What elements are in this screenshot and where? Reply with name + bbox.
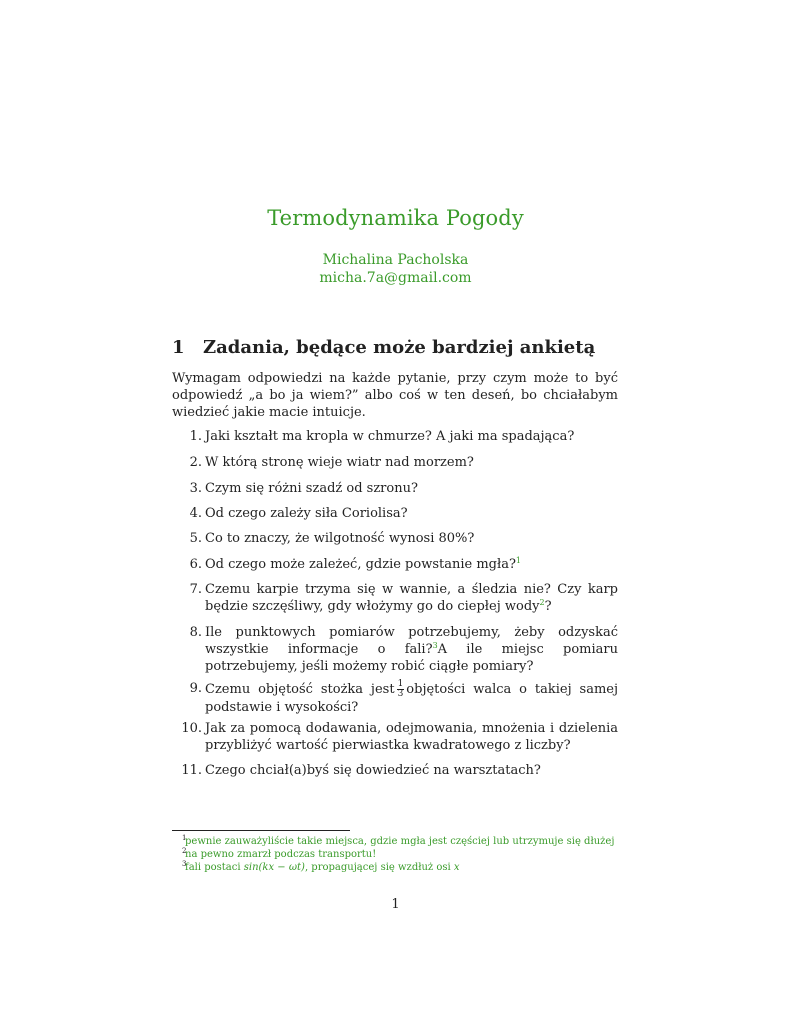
intro-paragraph: Wymagam odpowiedzi na każde pytanie, przy czym może to być odpowiedź „a bo ja wiem?” albo coś w ten deseń, bo chciałabym wiedzieć jakie macie intuicje. [172,371,618,420]
item-text: Jak za pomocą dodawania, odejmowania, mnożenia i dzielenia przybliżyć wartość pierwiastka kwadratowego z liczby? [205,721,618,753]
item-text: Czemu objętość stożka jest [205,682,395,697]
author-email[interactable]: micha.7a@gmail.com [319,270,472,286]
item-text: Od czego zależy siła Coriolisa? [205,506,408,521]
author-name: Michalina Pacholska [322,252,469,268]
footnote-text-part: , propagującej się wzdłuż osi [304,862,454,873]
section-title: Zadania, będące może bardziej ankietą [203,337,596,358]
item-text-end: A ile miejsc pomiaru potrzebujemy, jeśli możemy robić ciągłe pomiary? [205,642,618,674]
section-heading [172,337,595,358]
item-text: Od czego może zależeć, gdzie powstanie mgła? [205,557,516,572]
item-number: 7. [189,582,202,597]
item-number: 4. [189,506,202,521]
footnote-math: sin(kx − ωt) [243,862,305,873]
footnote [182,834,625,848]
footnote-link[interactable]: 1 [515,556,522,565]
footnotes [182,834,625,874]
footnote-text[interactable] [185,862,460,873]
footnote-text[interactable]: na pewno zmarzł podczas transportu! [185,849,377,860]
item-number: 10. [181,721,202,736]
item-text: Ile punktowych pomiarów potrzebujemy, żeby odzyskać wszystkie informacje o fali? [205,625,618,657]
section-number: 1 [172,337,185,358]
item-text: W którą stronę wieje wiatr nad morzem? [205,455,474,470]
item-number: 2. [189,455,202,470]
item-text: Czego chciał(a)byś się dowiedzieć na warsztatach? [205,763,541,778]
item-text: Czemu karpie trzyma się w wannie, a śledzia nie? Czy karp będzie szczęśliwy, gdy włożymy go do ciepłej wody [205,582,618,614]
footnote [182,860,625,874]
fraction [397,680,405,699]
item-number: 11. [181,763,202,778]
footnote-link[interactable]: 3 [432,641,438,650]
fraction-numerator: 1 [397,679,404,689]
item-text: Co to znaczy, że wilgotność wynosi 80%? [205,531,475,546]
item-text: Czym się różni szadź od szronu? [205,481,418,496]
footnote-mark: 1 [182,834,187,842]
footnote-link[interactable]: 2 [539,598,545,607]
item-number: 6. [189,557,202,572]
item-number: 5. [189,531,202,546]
footnote-text[interactable]: pewnie zauważyliście takie miejsca, gdzie mgła jest częściej lub utrzymuje się dłużej [185,836,615,847]
document-title: Termodynamika Pogody [267,206,524,230]
footnote-mark: 2 [182,847,187,855]
footnote-variable: x [453,862,460,873]
item-text: Jaki kształt ma kropla w chmurze? A jaki ma spadająca? [205,429,575,444]
page-number: 1 [391,897,400,912]
item-number: 8. [189,625,202,640]
item-number: 9. [189,681,202,696]
item-text-end: objętości walca o takiej samej podstawie i wysokości? [205,682,618,715]
footnote [182,847,625,861]
fraction-denominator: 3 [397,689,404,699]
footnote-rule [172,830,350,831]
item-number: 3. [189,481,202,496]
item-number: 1. [189,429,202,444]
footnote-mark: 3 [182,860,187,868]
footnote-text-part: fali postaci [185,862,244,873]
item-text-end: ? [544,599,552,614]
